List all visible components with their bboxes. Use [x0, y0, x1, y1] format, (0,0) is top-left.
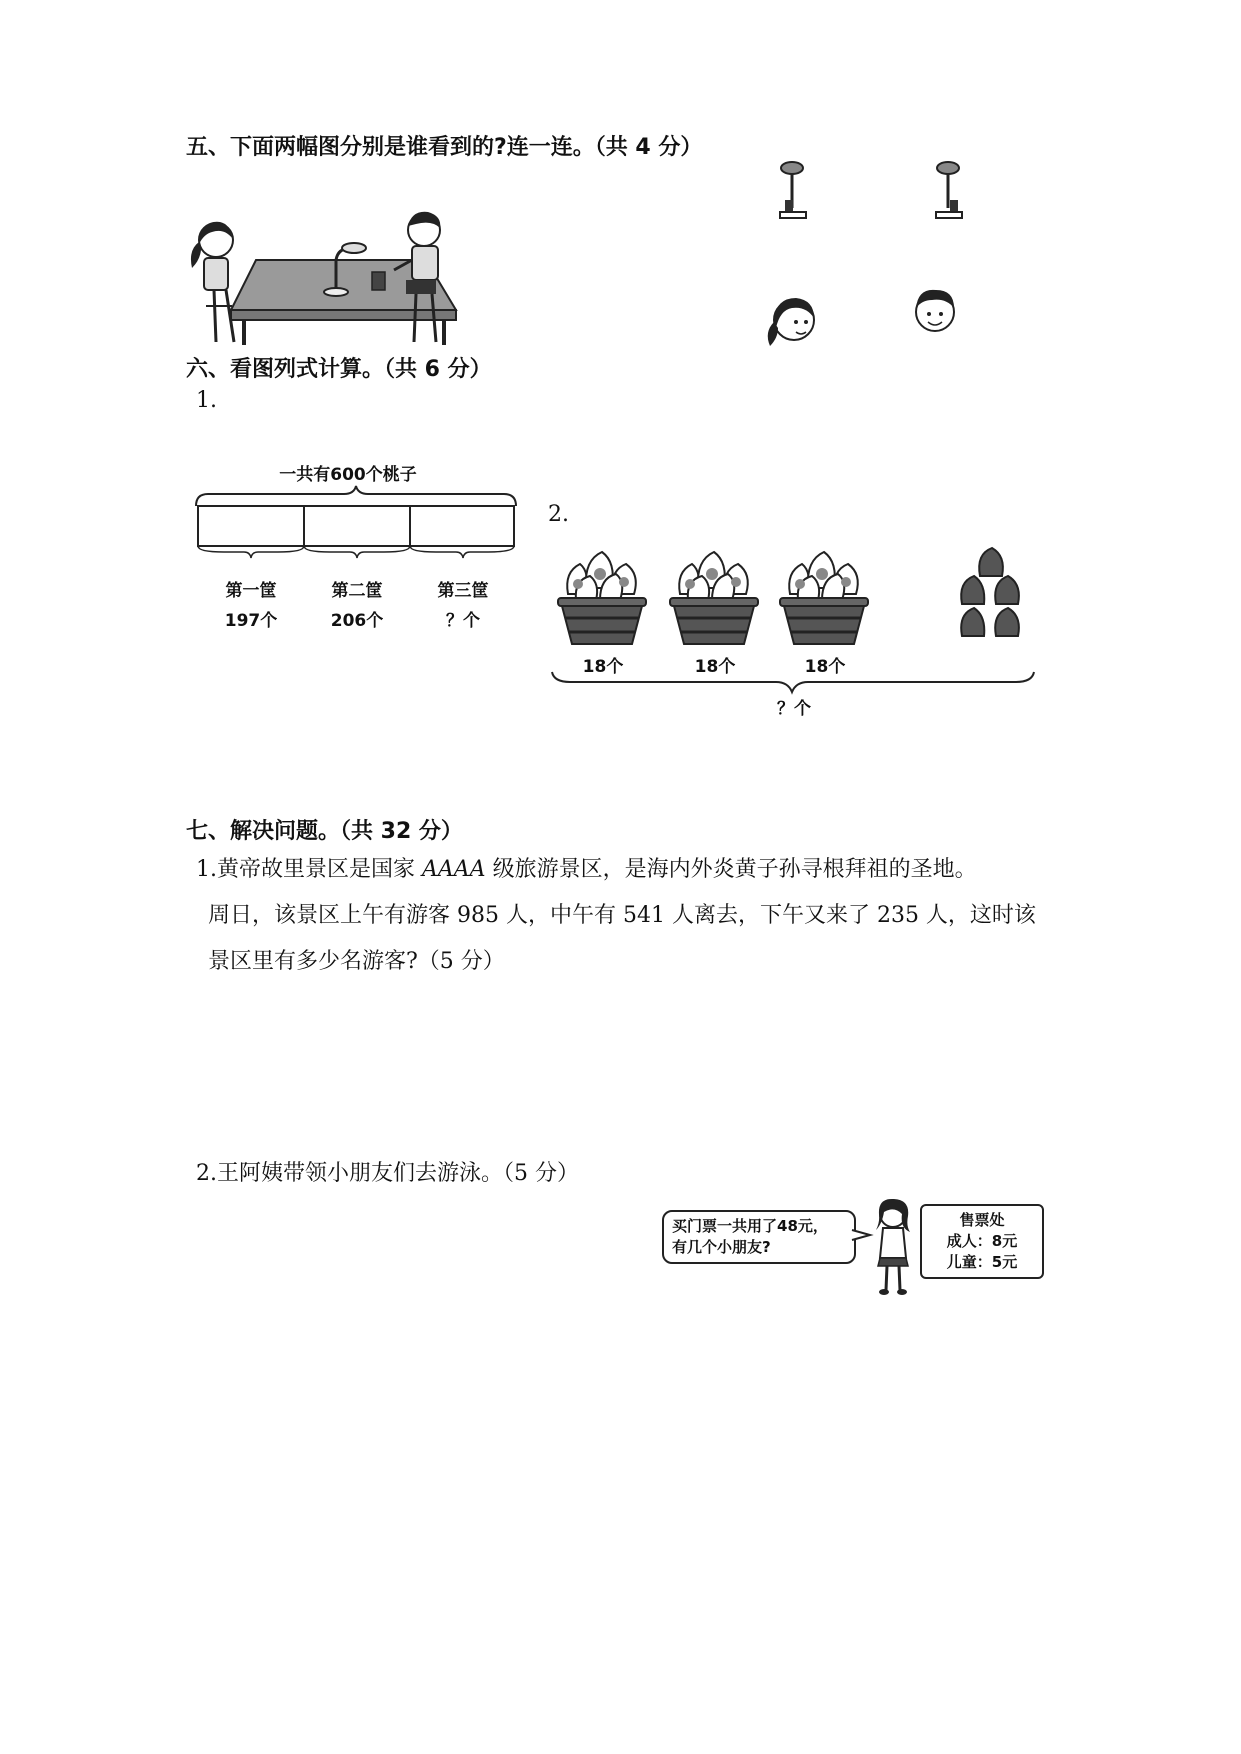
section5-title: 五、下面两幅图分别是谁看到的?连一连。（共 4 分）: [186, 135, 703, 160]
problem-1-line-1-prefix: 1.黄帝故里景区是国家: [196, 857, 415, 882]
total-unknown-label: ？个: [777, 699, 811, 719]
basket-1-count: 197个: [224, 611, 278, 631]
lamp-view-side-icon: [928, 160, 968, 222]
peach-basket-icon: [776, 542, 872, 646]
section6-title: 六、看图列式计算。（共 6 分）: [186, 357, 492, 382]
basket-3-name: 第三筐: [437, 581, 489, 601]
question-number-1: 1.: [196, 388, 217, 413]
adult-price: 成人：8元: [946, 1232, 1018, 1250]
girl-head-icon: [762, 292, 820, 348]
question-number-2: 2.: [548, 502, 569, 527]
ticket-office-title: 售票处: [959, 1211, 1005, 1229]
total-brace: [550, 670, 1036, 692]
basket-2-name: 第二筐: [331, 581, 383, 601]
problem-1-line-3: 景区里有多少名游客?（5 分）: [208, 949, 505, 974]
basket-3-count: ？个: [446, 611, 480, 631]
speech-line-2: 有几个小朋友?: [672, 1238, 771, 1256]
section7-title: 七、解决问题。（共 32 分）: [186, 819, 463, 844]
loose-peaches-icon: [956, 546, 1028, 642]
speech-bubble: [662, 1210, 856, 1264]
basket-2-count: 206个: [330, 611, 384, 631]
problem-1-line-1: [196, 852, 977, 883]
woman-figure-icon: [866, 1196, 920, 1296]
problem-2-text: 2.王阿姨带领小朋友们去游泳。（5 分）: [196, 1161, 579, 1186]
boy-head-icon: [910, 284, 960, 336]
total-peaches-label: 一共有600个桃子: [279, 465, 417, 485]
peach-basket-icon: [554, 542, 650, 646]
child-price: 儿童：5元: [946, 1253, 1018, 1271]
problem-1-line-2: 周日，该景区上午有游客 985 人，中午有 541 人离去，下午又来了 235 人，这时该: [208, 903, 1036, 928]
table-scene-illustration: [186, 210, 476, 350]
ticket-office-sign: [920, 1204, 1044, 1279]
peach-basket-icon: [666, 542, 762, 646]
basket-1-name: 第一筐: [225, 581, 277, 601]
problem-1-line-1-suffix: 级旅游景区，是海内外炎黄子孙寻根拜祖的圣地。: [492, 857, 977, 882]
speech-line-1: 买门票一共用了48元，: [672, 1217, 828, 1235]
basket-count-1: 18个: [582, 657, 624, 677]
lamp-view-front-icon: [772, 160, 812, 222]
basket-count-2: 18个: [694, 657, 736, 677]
segment-bar-diagram: [194, 486, 518, 558]
scenic-rating: AAAA: [422, 857, 486, 882]
basket-count-3: 18个: [804, 657, 846, 677]
